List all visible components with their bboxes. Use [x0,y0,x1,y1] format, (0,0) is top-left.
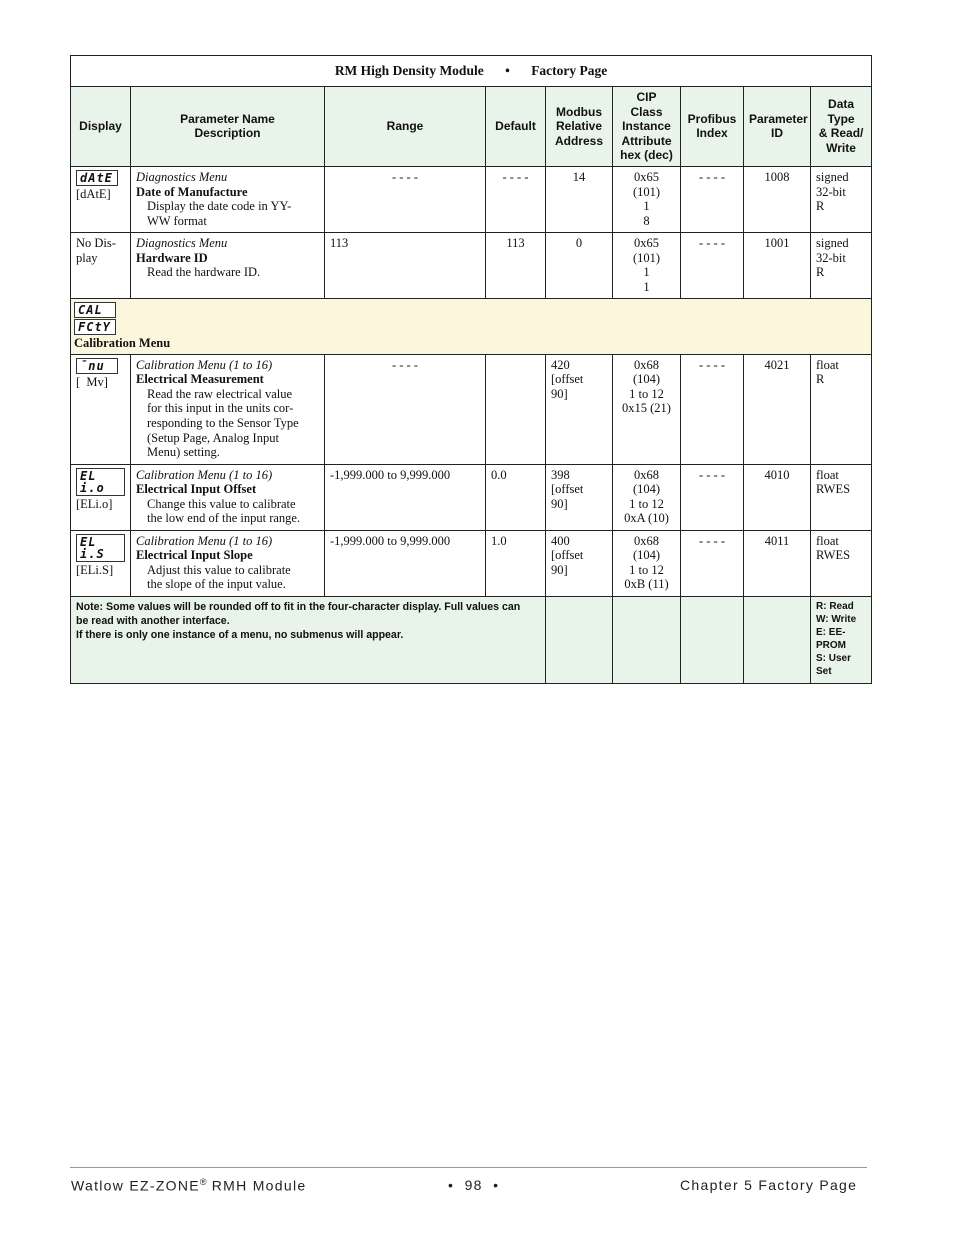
cip-cell: 0x68 (104) 1 to 12 0xB (11) [613,530,681,596]
default-cell: - - - - [486,166,546,232]
profibus-cell: - - - - [681,354,744,464]
table-row [71,530,872,596]
empty-cell [744,596,811,683]
parameter-id-cell: 1008 [744,166,811,232]
table-row [71,464,872,530]
footer-right: Chapter 5 Factory Page [680,1177,858,1193]
data-type-cell: float R [811,354,872,464]
cip-cell: 0x65 (101) 1 8 [613,166,681,232]
profibus-cell: - - - - [681,166,744,232]
empty-cell [613,596,681,683]
table-row [71,232,872,298]
profibus-cell: - - - - [681,232,744,298]
range-cell: -1,999.000 to 9,999.000 [325,530,486,596]
cip-cell: 0x65 (101) 1 1 [613,232,681,298]
title-module: RM High Density Module [334,62,484,78]
lcd-fcty-icon: FCtY [74,319,116,335]
calibration-menu-band [71,298,872,354]
range-cell: 113 [325,232,486,298]
lcd-display-icon: dAtE [76,170,118,186]
cip-cell: 0x68 (104) 1 to 12 0x15 (21) [613,354,681,464]
lcd-display-icon: EL i.S [76,534,125,562]
display-cell: No Dis- play [71,232,131,298]
parameter-cell: Calibration Menu (1 to 16) Electrical Measurement Read the raw electrical value for this input in the units cor- responding to the Sensor Type (Setup Page, Analog Input Menu) setting. [131,354,325,464]
data-type-cell: signed 32-bit R [811,232,872,298]
range-cell: -1,999.000 to 9,999.000 [325,464,486,530]
default-cell: 1.0 [486,530,546,596]
title-page: Factory Page [531,62,608,78]
title-bullet: • [505,62,510,78]
header-modbus: Modbus Relative Address [546,87,613,167]
band-label: Calibration Menu [74,335,171,350]
header-parameter-id: Parameter ID [744,87,811,167]
parameter-id-cell: 4010 [744,464,811,530]
lcd-display-icon: ¯nu [76,358,118,374]
range-cell: - - - - [325,166,486,232]
header-default: Default [486,87,546,167]
data-type-cell: float RWES [811,464,872,530]
notes-row [71,596,872,683]
lcd-display-icon: EL i.o [76,468,125,496]
parameter-cell: Calibration Menu (1 to 16) Electrical Input Slope Adjust this value to calibrate the slope of the input value. [131,530,325,596]
profibus-cell: - - - - [681,464,744,530]
parameter-id-cell: 4021 [744,354,811,464]
display-cell: dAtE [dAtE] [71,166,131,232]
modbus-cell: 400 [offset 90] [546,530,613,596]
range-cell: - - - - [325,354,486,464]
header-profibus: Profibus Index [681,87,744,167]
table-row [71,166,872,232]
data-type-cell: signed 32-bit R [811,166,872,232]
parameter-table [70,55,872,684]
display-cell: EL i.o [ELi.o] [71,464,131,530]
profibus-cell: - - - - [681,530,744,596]
default-cell [486,354,546,464]
header-range: Range [325,87,486,167]
header-display: Display [71,87,131,167]
default-cell: 113 [486,232,546,298]
table-title [71,56,872,87]
default-cell: 0.0 [486,464,546,530]
data-type-cell: float RWES [811,530,872,596]
header-parameter-name: Parameter Name Description [131,87,325,167]
parameter-id-cell: 1001 [744,232,811,298]
header-data-type: Data Type & Read/ Write [811,87,872,167]
footer-left: Watlow EZ-ZONE® RMH Module [71,1177,307,1194]
parameter-id-cell: 4011 [744,530,811,596]
empty-cell [546,596,613,683]
display-cell: EL i.S [ELi.S] [71,530,131,596]
legend-cell: R: Read W: Write E: EE- PROM S: User Set [811,596,872,683]
table-row [71,354,872,464]
parameter-cell: Diagnostics Menu Date of Manufacture Display the date code in YY- WW format [131,166,325,232]
empty-cell [681,596,744,683]
parameter-cell: Diagnostics Menu Hardware ID Read the hardware ID. [131,232,325,298]
modbus-cell: 0 [546,232,613,298]
header-cip: CIP Class Instance Attribute hex (dec) [613,87,681,167]
cip-cell: 0x68 (104) 1 to 12 0xA (10) [613,464,681,530]
parameter-cell: Calibration Menu (1 to 16) Electrical Input Offset Change this value to calibrate the low end of the input range. [131,464,325,530]
modbus-cell: 398 [offset 90] [546,464,613,530]
header-row [71,87,872,167]
footer-divider [70,1167,867,1168]
modbus-cell: 420 [offset 90] [546,354,613,464]
display-cell: ¯nu [ Mv] [71,354,131,464]
modbus-cell: 14 [546,166,613,232]
lcd-cal-icon: CAL [74,302,116,318]
notes-cell: Note: Some values will be rounded off to fit in the four-character display. Full values can be read with another interface. If there is only one instance of a menu, no submenus will appear. [71,596,546,683]
footer-page-number: • 98 • [448,1177,500,1193]
